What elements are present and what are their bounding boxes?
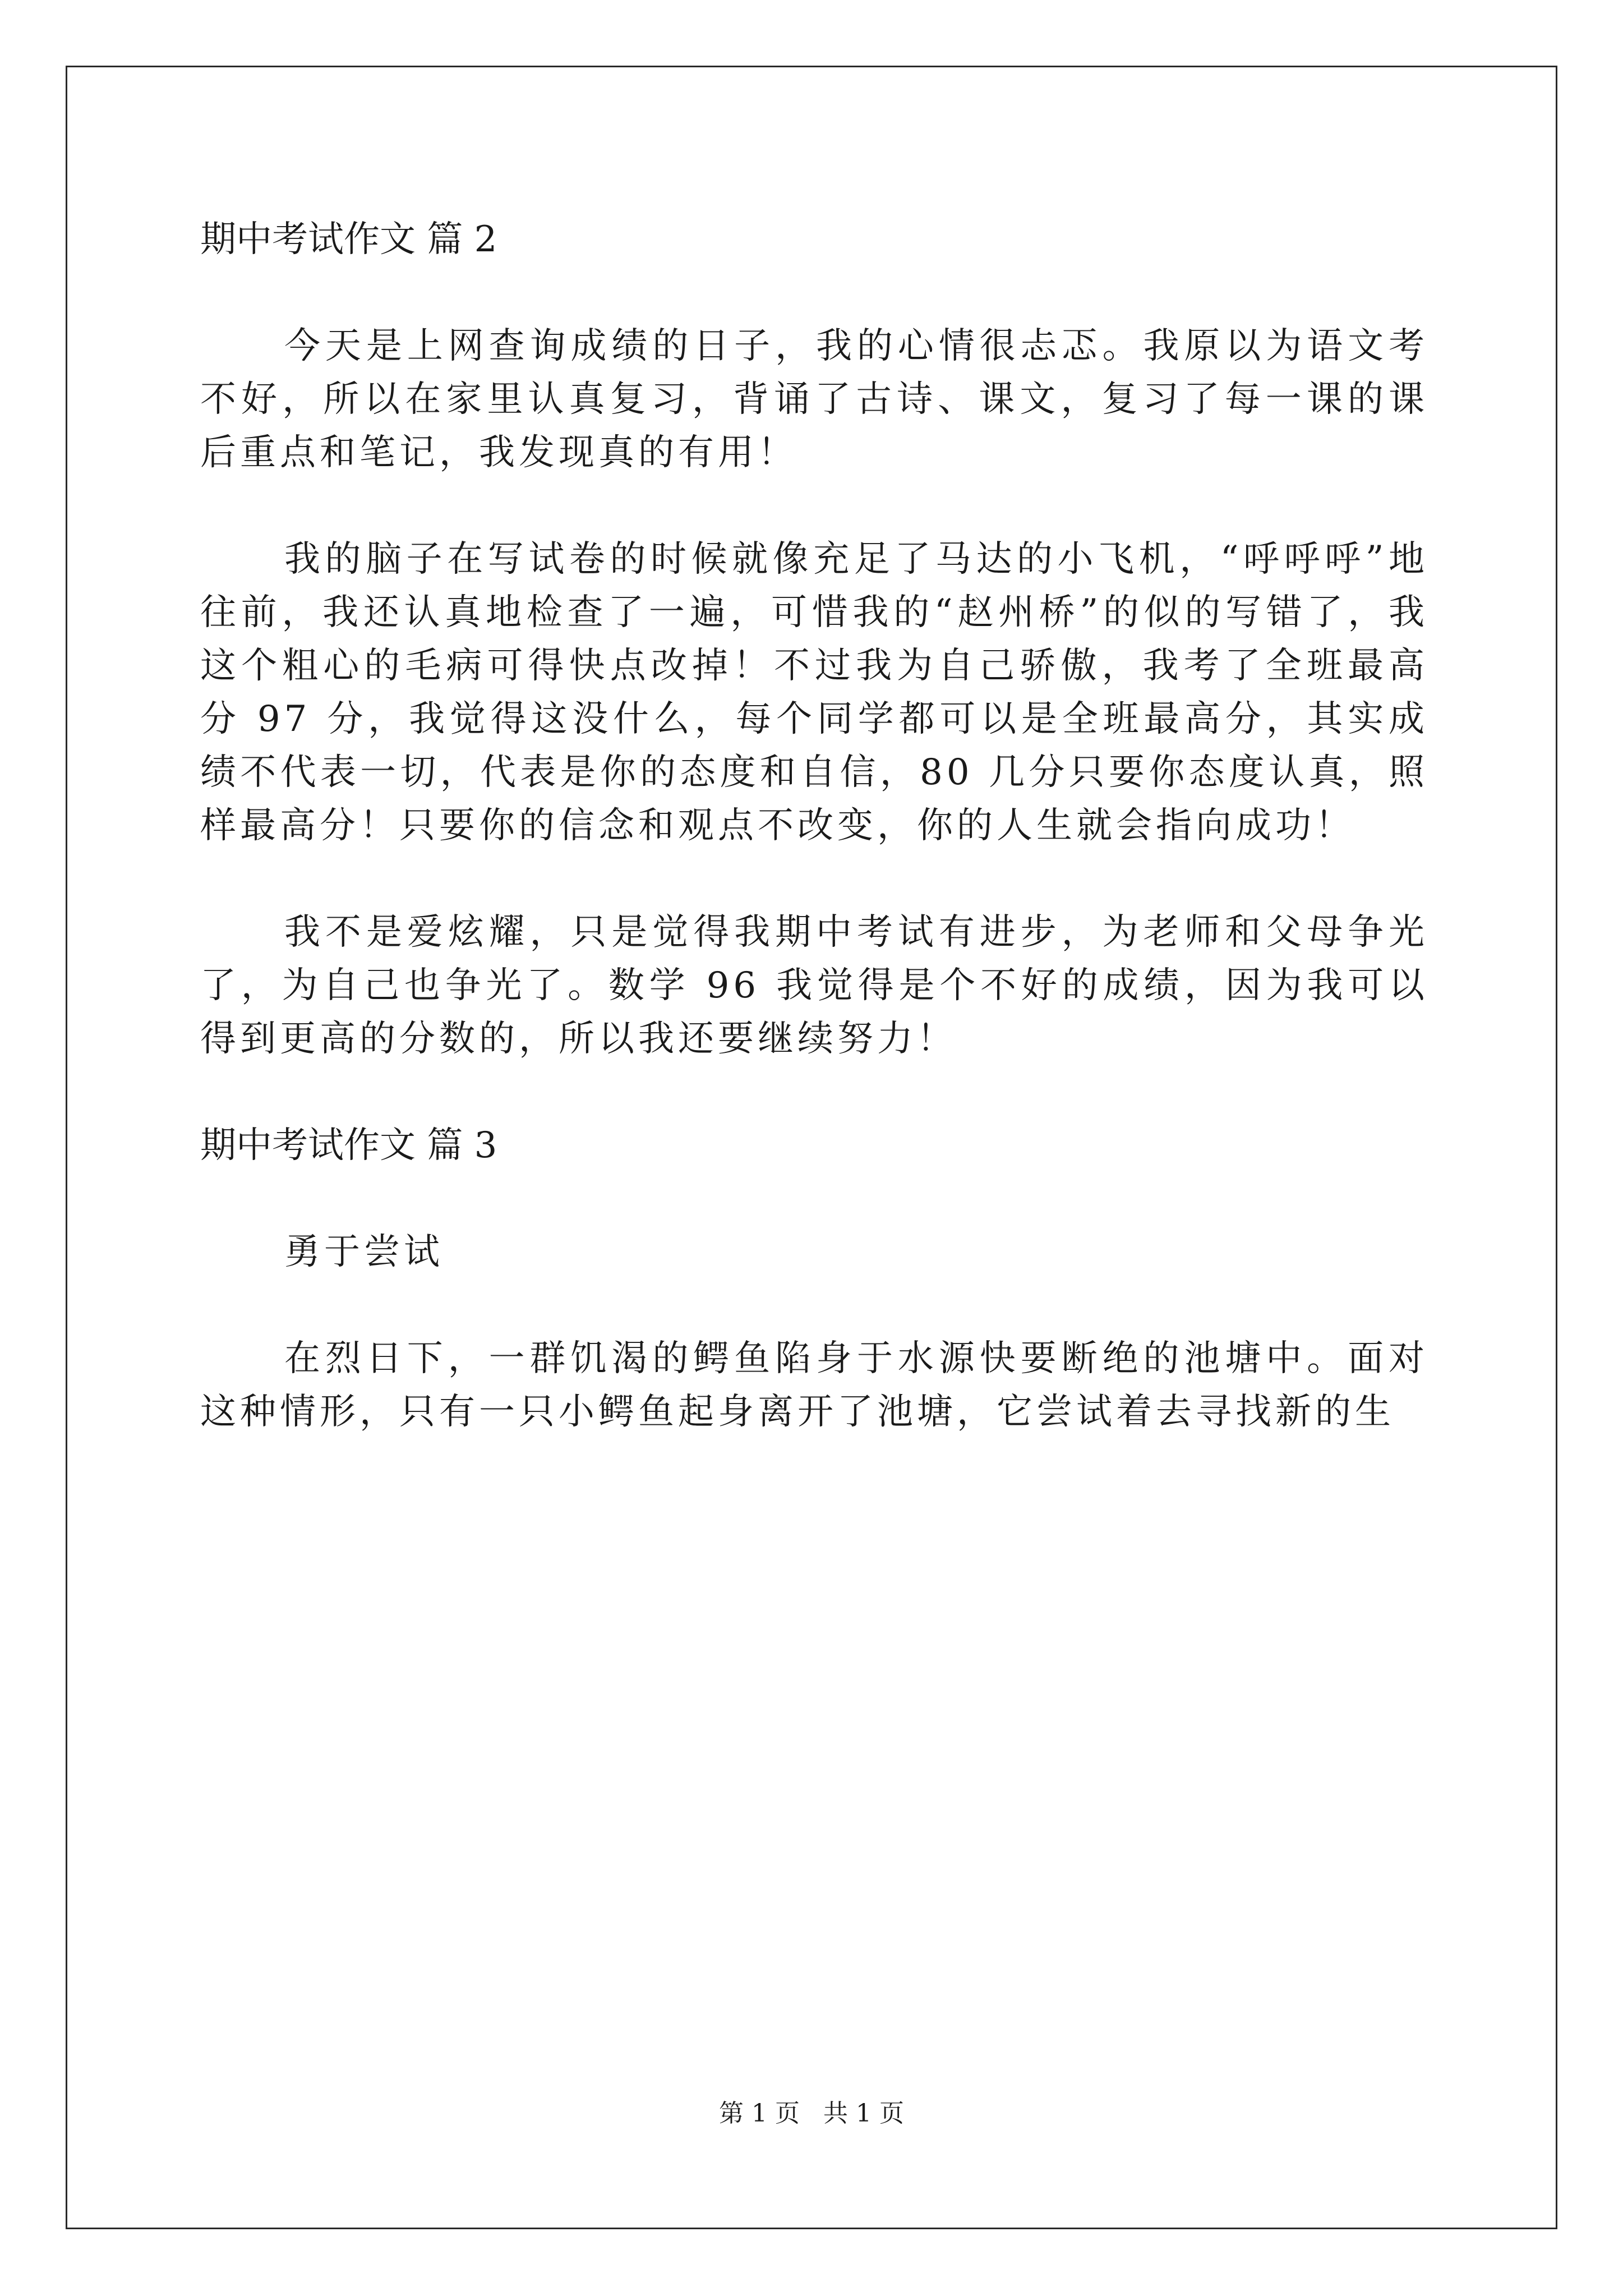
page-footer: 第 1 页 共 1 页 [719, 2099, 904, 2128]
section-title-2: 期中考试作文 篇 2 [200, 219, 497, 260]
paragraph: 我的脑子在写试卷的时候就像充足了马达的小飞机，“呼呼呼”地往前，我还认真地检查了一遍，可惜我的“赵州桥”的似的写错了，我这个粗心的毛病可得快点改掉！不过我为自己骄傲，我考了全班最高分 97 分，我觉得这没什么，每个同学都可以是全班最高分，其实成绩不代表一切，代表是你的态度和自信，80 几分只要你态度认真，照样最高分！只要你的信念和观点不改变，你的人生就会指向成功！ [200, 539, 1428, 846]
document-body [200, 213, 1428, 1492]
paragraph: 在烈日下，一群饥渴的鳄鱼陷身于水源快要断绝的池塘中。面对这种情形，只有一只小鳄鱼起身离开了池塘，它尝试着去寻找新的生 [200, 1338, 1428, 1433]
section-title-3: 期中考试作文 篇 3 [200, 1125, 497, 1166]
paragraph-heading: 勇于尝试 [284, 1231, 444, 1273]
paragraph: 我不是爱炫耀，只是觉得我期中考试有进步，为老师和父母争光了，为自己也争光了。数学 96 我觉得是个不好的成绩，因为我可以得到更高的分数的，所以我还要继续努力！ [200, 912, 1428, 1060]
paragraph: 今天是上网查询成绩的日子，我的心情很忐忑。我原以为语文考不好，所以在家里认真复习，背诵了古诗、课文，复习了每一课的课后重点和笔记，我发现真的有用！ [200, 325, 1428, 473]
